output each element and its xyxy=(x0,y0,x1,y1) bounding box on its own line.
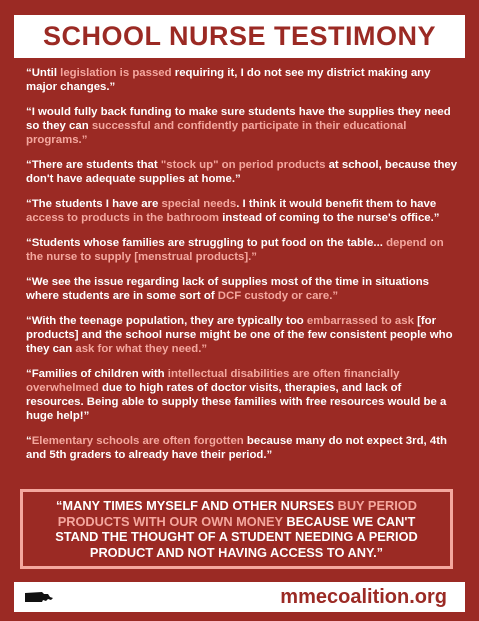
testimony-list xyxy=(26,66,458,473)
quote-text: . I think it would benefit them to have xyxy=(236,198,437,210)
highlighted-text: intellectual disabilities are often financially overwhelmed xyxy=(26,368,400,394)
page-title: SCHOOL NURSE TESTIMONY xyxy=(42,21,437,51)
testimony-quote xyxy=(26,197,458,225)
testimony-quote xyxy=(26,314,458,356)
quote-text: “With the teenage population, they are typically too xyxy=(26,315,307,327)
quote-text: requiring it, I do not see my district making any major changes.” xyxy=(26,67,431,93)
quote-text: “The students I have are xyxy=(26,198,162,210)
testimony-quote xyxy=(26,158,458,186)
quote-text: “Students whose families are struggling to put food on the table... xyxy=(26,237,387,249)
website-link[interactable]: mmecoalition.org xyxy=(280,585,447,608)
callout-box xyxy=(20,489,453,569)
callout-text: BECAUSE WE CAN'T STAND THE THOUGHT OF A STUDENT NEEDING A PERIOD PRODUCT AND NOT HAVING ACCESS TO ANY.” xyxy=(55,513,418,560)
highlighted-text: Elementary schools are often forgotten xyxy=(31,435,244,447)
quote-text: because many do not expect 3rd, 4th and 5th graders to already have their period.” xyxy=(26,435,447,461)
quote-text: due to high rates of doctor visits, therapies, and lack of resources. Being able to supply these families with free resources would be a huge help!” xyxy=(26,382,447,422)
highlighted-text: ask for what they need.” xyxy=(75,343,208,355)
highlighted-text: DCF custody or care.” xyxy=(217,290,339,302)
testimony-quote xyxy=(26,236,458,264)
callout-text: “MANY TIMES MYSELF AND OTHER NURSES xyxy=(56,498,338,513)
testimony-quote xyxy=(26,105,458,147)
callout-quote xyxy=(41,498,432,560)
testimony-quote xyxy=(26,66,458,94)
highlighted-text: depend on the nurse to supply [menstrual products].” xyxy=(26,237,444,263)
testimony-quote xyxy=(26,275,458,303)
quote-text: [for products] and the school nurse might be one of the few consistent people who they can xyxy=(26,315,453,355)
quote-text: “I would fully back funding to make sure students have the supplies they need so they can xyxy=(26,106,451,132)
quote-text: at school, because they don't have adequate supplies at home.” xyxy=(26,159,458,185)
highlighted-text: embarrassed to ask xyxy=(306,315,414,327)
quote-text: “We see the issue regarding lack of supplies most of the time in situations where students are in some sort of xyxy=(26,276,429,302)
testimony-quote xyxy=(26,367,458,423)
highlighted-text: special needs xyxy=(161,198,237,210)
quote-text: “There are students that xyxy=(26,159,161,171)
highlighted-text: legislation is passed xyxy=(60,67,172,79)
massachusetts-map-icon xyxy=(24,589,54,605)
highlighted-text: "stock up" on period products xyxy=(160,159,326,171)
highlighted-text: access to products in the bathroom xyxy=(26,212,220,224)
title-banner xyxy=(14,15,465,58)
coalition-logo xyxy=(24,589,54,605)
quote-text: “Until xyxy=(26,67,61,79)
footer-bar xyxy=(14,582,465,612)
highlighted-text: BUY PERIOD PRODUCTS WITH OUR OWN MONEY xyxy=(57,498,417,529)
highlighted-text: successful and confidently participate in their educational programs.” xyxy=(26,120,407,146)
testimony-quote xyxy=(26,434,458,462)
quote-text: “Families of children with xyxy=(26,368,168,380)
quote-text: “ xyxy=(26,435,32,447)
quote-text: instead of coming to the nurse's office.” xyxy=(219,212,440,224)
